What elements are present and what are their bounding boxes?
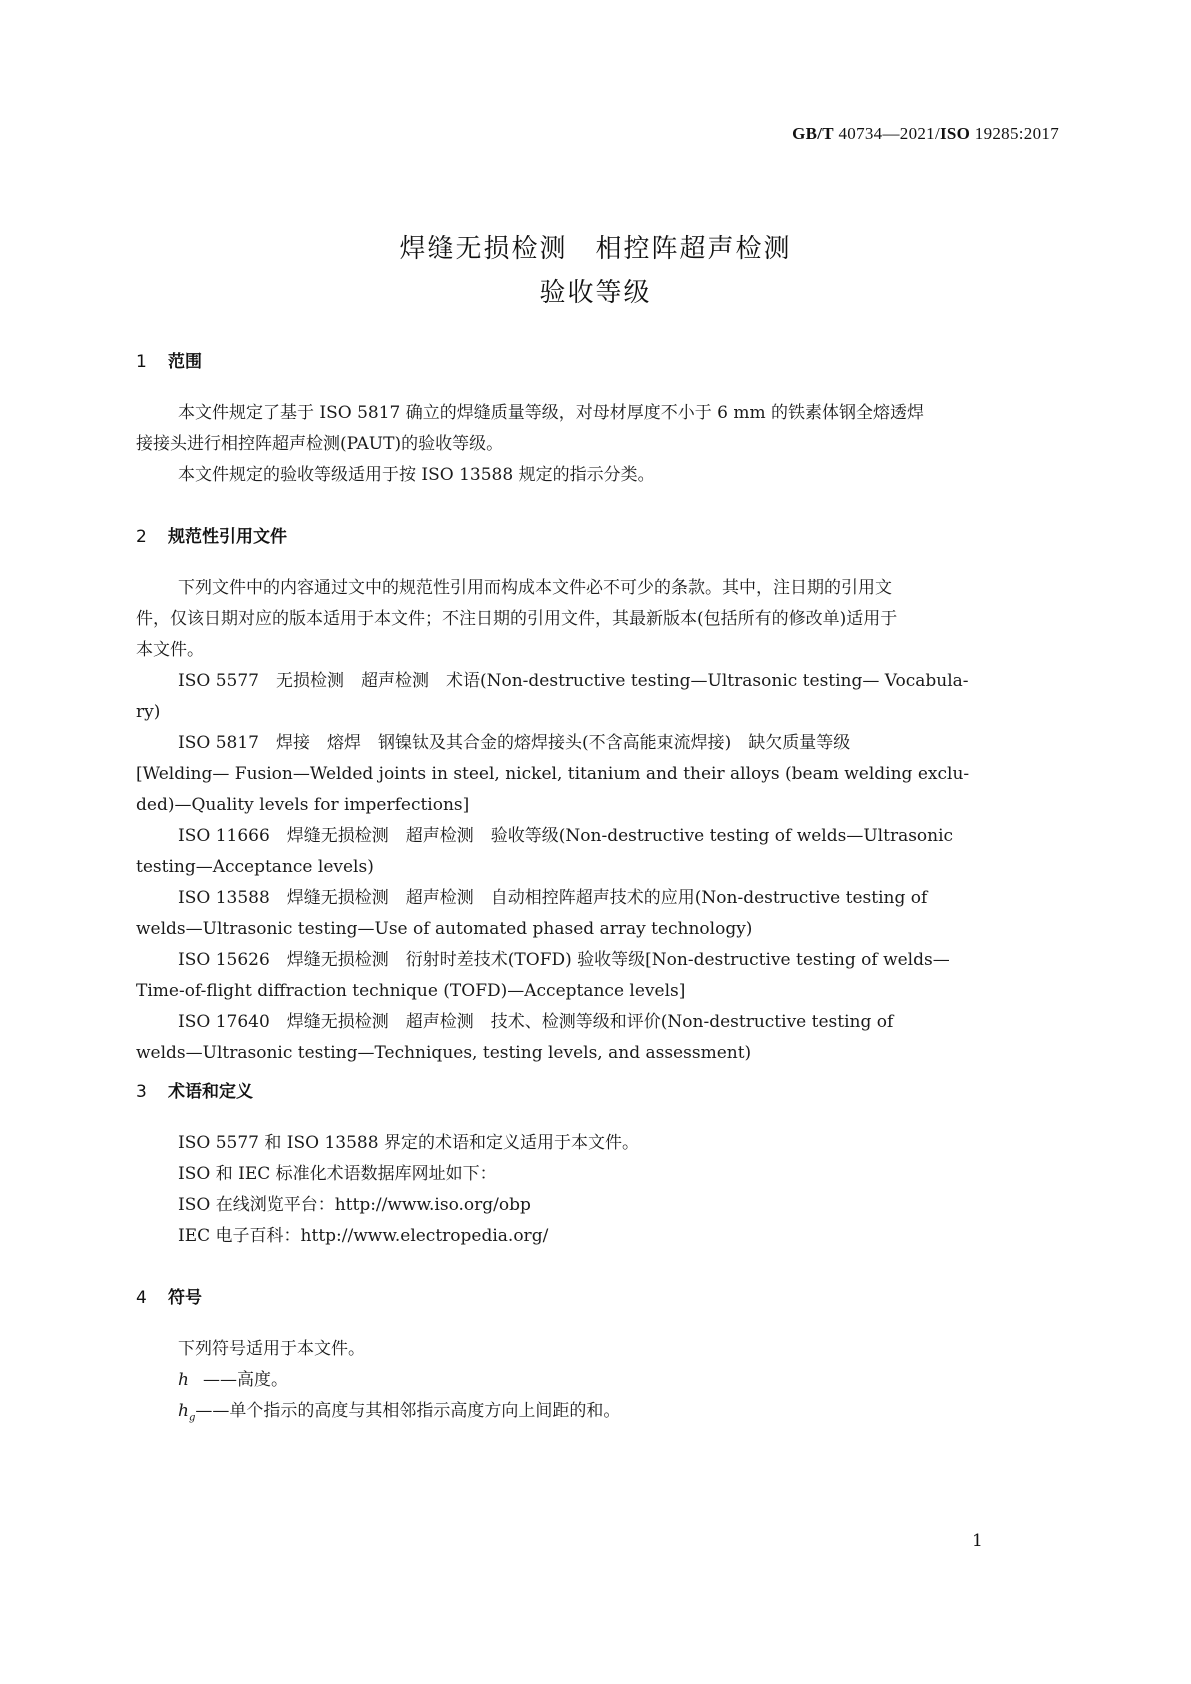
document-title-line1 [0, 228, 1191, 265]
paragraph-line: 件，仅该日期对应的版本适用于本文件；不注日期的引用文件，其最新版本(包括所有的修改单)适用于 [136, 609, 898, 629]
paragraph-line: ISO 5577 和 ISO 13588 界定的术语和定义适用于本文件。 [178, 1133, 639, 1153]
paragraph-line: ISO 和 IEC 标准化术语数据库网址如下： [178, 1164, 497, 1184]
standard-code-iso-number: 19285:2017 [970, 124, 1059, 143]
title-part1: 焊缝无损检测 [399, 234, 568, 264]
section-2-body [136, 573, 1064, 1069]
section-number: 4 [136, 1288, 147, 1308]
paragraph-line: 本文件规定了基于 ISO 5817 确立的焊缝质量等级，对母材厚度不小于 6 mm 的铁素体钢全熔透焊 [178, 403, 925, 423]
page-number: 1 [972, 1531, 983, 1551]
symbol-name: h [178, 1401, 189, 1421]
section-3-body [136, 1128, 1064, 1252]
standard-code-header [792, 124, 1059, 144]
paragraph-line: 接接头进行相控阵超声检测(PAUT)的验收等级。 [136, 434, 504, 454]
section-2-heading [136, 522, 287, 547]
reference-iso-17640 [136, 1007, 1064, 1069]
paragraph-line: 本文件。 [136, 640, 204, 660]
reference-iso-15626 [136, 945, 1064, 1007]
section-3-heading [136, 1077, 253, 1102]
section-title: 符号 [168, 1288, 202, 1308]
standard-code-gbt: GB/T [792, 124, 834, 143]
title-part2: 相控阵超声检测 [595, 234, 792, 264]
reference-line: ISO 17640 焊缝无损检测 超声检测 技术、检测等级和评价(Non-destructive testing of [178, 1012, 894, 1032]
reference-line: ISO 11666 焊缝无损检测 超声检测 验收等级(Non-destructive testing of welds—Ultrasonic [178, 826, 954, 846]
standard-code-iso: ISO [940, 124, 971, 143]
section-number: 2 [136, 527, 147, 547]
section-title: 规范性引用文件 [168, 527, 287, 547]
standard-code-number: 40734—2021/ [833, 124, 941, 143]
section-4-heading [136, 1283, 202, 1308]
symbol-h [178, 1365, 288, 1396]
section-1-heading [136, 347, 202, 372]
reference-line: ISO 15626 焊缝无损检测 衍射时差技术(TOFD) 验收等级[Non-destructive testing of welds— [178, 950, 950, 970]
paragraph-line: 下列文件中的内容通过文中的规范性引用而构成本文件必不可少的条款。其中，注日期的引用文 [178, 578, 892, 598]
paragraph-line: 下列符号适用于本文件。 [178, 1339, 365, 1359]
document-title-line2: 验收等级 [539, 278, 652, 308]
section-number: 3 [136, 1082, 147, 1102]
reference-iso-5817 [136, 728, 1064, 821]
reference-line: ISO 5817 焊接 熔焊 钢镍钛及其合金的熔焊接头(不含高能束流焊接) 缺欠质量等级 [178, 733, 851, 753]
reference-line: welds—Ultrasonic testing—Techniques, testing levels, and assessment) [136, 1043, 752, 1063]
section-1-body [136, 398, 1064, 491]
reference-iso-11666 [136, 821, 1064, 883]
symbol-definition: ——高度。 [202, 1370, 288, 1390]
paragraph-line: 本文件规定的验收等级适用于按 ISO 13588 规定的指示分类。 [178, 465, 655, 485]
reference-line: ded)—Quality levels for imperfections] [136, 795, 470, 815]
section-title: 范围 [168, 352, 202, 372]
reference-line: testing—Acceptance levels) [136, 857, 374, 877]
reference-iso-5577 [136, 666, 1064, 728]
reference-iso-13588 [136, 883, 1064, 945]
reference-line: ry) [136, 702, 161, 722]
reference-line: Time-of-flight diffraction technique (TOFD)—Acceptance levels] [136, 981, 686, 1001]
symbol-definition: ——单个指示的高度与其相邻指示高度方向上间距的和。 [195, 1401, 621, 1421]
iec-electropedia-link-line[interactable]: IEC 电子百科：http://www.electropedia.org/ [178, 1226, 549, 1246]
reference-line: welds—Ultrasonic testing—Use of automated phased array technology) [136, 919, 753, 939]
reference-line: [Welding— Fusion—Welded joints in steel, nickel, titanium and their alloys (beam welding exclu- [136, 764, 970, 784]
symbol-hg [178, 1396, 620, 1433]
reference-line: ISO 5577 无损检测 超声检测 术语(Non-destructive testing—Ultrasonic testing— Vocabula- [178, 671, 969, 691]
symbol-name: h [178, 1370, 189, 1390]
reference-line: ISO 13588 焊缝无损检测 超声检测 自动相控阵超声技术的应用(Non-destructive testing of [178, 888, 928, 908]
symbol-subscript: g [188, 1412, 196, 1424]
iso-obp-link-line[interactable]: ISO 在线浏览平台：http://www.iso.org/obp [178, 1195, 531, 1215]
section-title: 术语和定义 [168, 1082, 253, 1102]
section-4-body [136, 1334, 1064, 1365]
section-number: 1 [136, 352, 147, 372]
